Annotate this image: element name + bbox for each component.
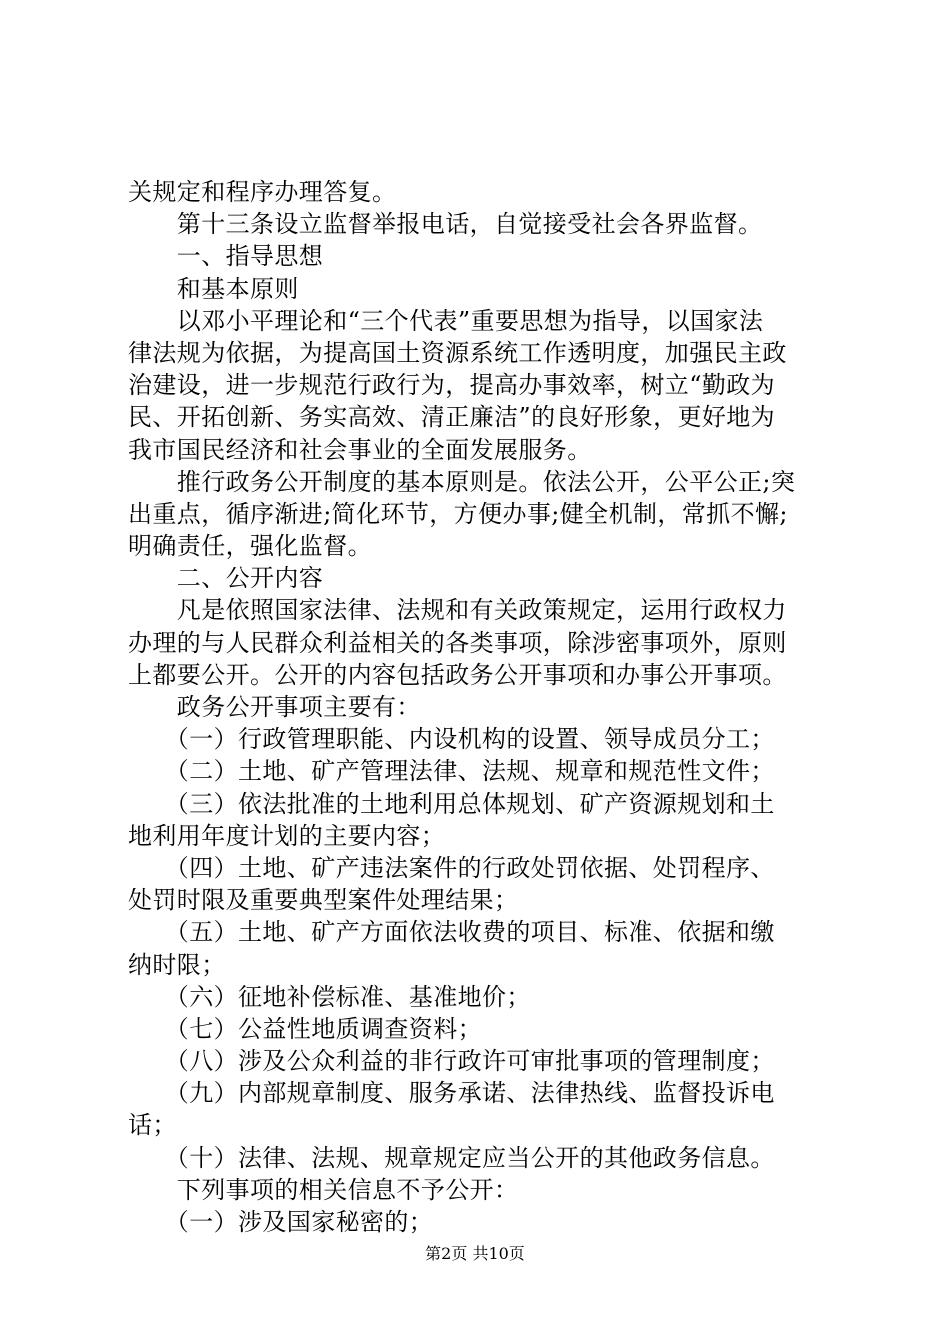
text-line: 上都要公开。公开的内容包括政务公开事项和办事公开事项。 bbox=[128, 660, 787, 689]
text-line: 出重点，循序渐进;简化环节，方便办事;健全机制，常抓不懈; bbox=[128, 499, 788, 528]
list-item: （七）公益性地质调查资料； bbox=[128, 1014, 482, 1043]
list-item: （四）土地、矿产违法案件的行政处罚依据、处罚程序、 bbox=[128, 853, 775, 882]
list-item: （一）行政管理职能、内设机构的设置、领导成员分工； bbox=[128, 725, 775, 754]
text-line: 下列事项的相关信息不予公开： bbox=[128, 1175, 519, 1204]
text-line: 治建设，进一步规范行政行为，提高办事效率，树立“勤政为 bbox=[128, 371, 776, 400]
list-item-continued: 纳时限； bbox=[128, 950, 226, 979]
list-item: （十）法律、法规、规章规定应当公开的其他政务信息。 bbox=[128, 1143, 775, 1172]
document-body bbox=[128, 176, 832, 1238]
section-heading: 一、指导思想 bbox=[128, 242, 324, 271]
text-line: 关规定和程序办理答复。 bbox=[128, 178, 397, 206]
list-item-continued: 处罚时限及重要典型案件处理结果； bbox=[128, 886, 519, 915]
text-line: 政务公开事项主要有： bbox=[128, 693, 421, 721]
text-line: 办理的与人民群众利益相关的各类事项，除涉密事项外，原则 bbox=[128, 628, 787, 657]
list-item: （五）土地、矿产方面依法收费的项目、标准、依据和缴 bbox=[128, 918, 775, 947]
list-item: （三）依法批准的土地利用总体规划、矿产资源规划和土 bbox=[128, 789, 775, 818]
text-line: 推行政务公开制度的基本原则是。依法公开，公平公正;突 bbox=[128, 467, 796, 496]
list-item: （六）征地补偿标准、基准地价； bbox=[128, 982, 531, 1011]
text-line: 民、开拓创新、务实高效、清正廉洁”的良好形象，更好地为 bbox=[128, 403, 776, 432]
text-line: 律法规为依据，为提高国土资源系统工作透明度，加强民主政 bbox=[128, 338, 787, 367]
list-item: （二）土地、矿产管理法律、法规、规章和规范性文件； bbox=[128, 757, 775, 786]
text-line: 第十三条设立监督举报电话，自觉接受社会各界监督。 bbox=[128, 210, 763, 239]
section-heading: 二、公开内容 bbox=[128, 564, 324, 593]
list-item: （八）涉及公众利益的非行政许可审批事项的管理制度； bbox=[128, 1047, 775, 1076]
section-heading: 和基本原则 bbox=[128, 274, 299, 303]
list-item: （九）内部规章制度、服务承诺、法律热线、监督投诉电 bbox=[128, 1079, 775, 1108]
text-line: 我市国民经济和社会事业的全面发展服务。 bbox=[128, 435, 592, 464]
page-number-footer: 第2页 共10页 bbox=[425, 1244, 525, 1263]
text-line: 明确责任，强化监督。 bbox=[128, 532, 372, 561]
list-item-continued: 话； bbox=[128, 1111, 177, 1140]
text-line: 凡是依照国家法律、法规和有关政策规定，运用行政权力 bbox=[128, 596, 787, 625]
text-line: 以邓小平理论和“三个代表”重要思想为指导，以国家法 bbox=[128, 306, 764, 335]
list-item-continued: 地利用年度计划的主要内容； bbox=[128, 821, 446, 850]
list-item: （一）涉及国家秘密的； bbox=[128, 1208, 434, 1236]
